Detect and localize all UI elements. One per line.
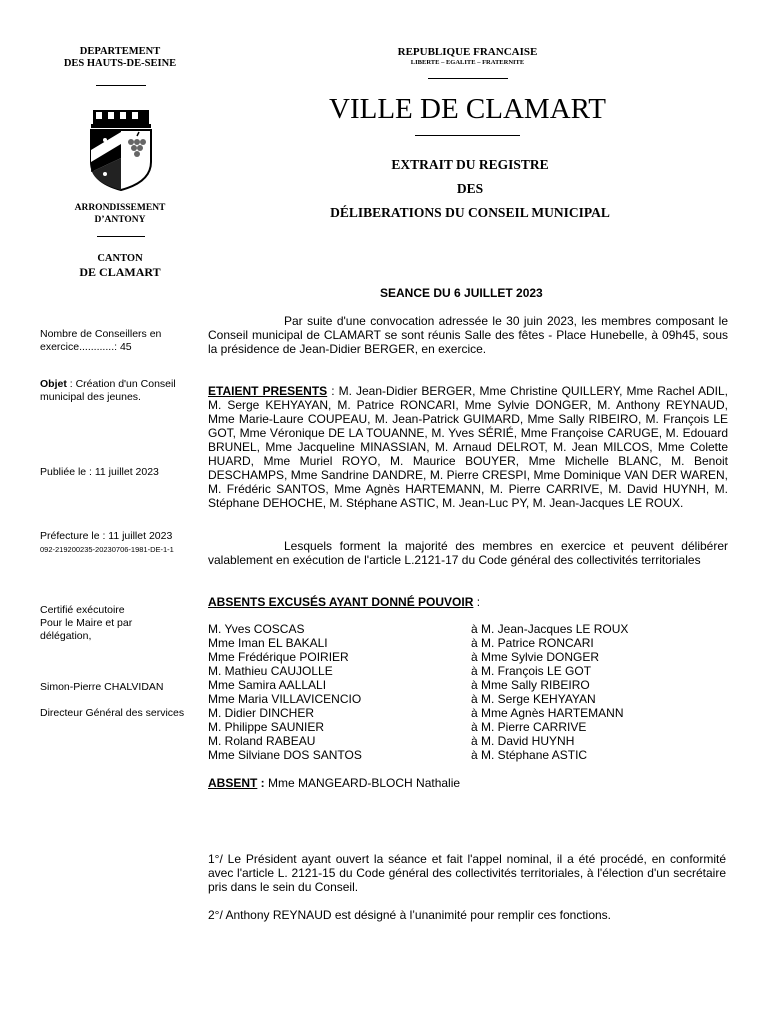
divider-right-1 (428, 78, 508, 79)
presents-label: ETAIENT PRESENTS (208, 384, 328, 398)
extract-line3: DÉLIBERATIONS DU CONSEIL MUNICIPAL (330, 205, 610, 220)
proxy-name: à Mme Sally RIBEIRO (471, 678, 590, 692)
proxy-row (208, 692, 361, 706)
absent-name: M. Yves COSCAS (208, 622, 305, 636)
arrondissement-line1: ARRONDISSEMENT (74, 203, 166, 213)
arrondissement-line2: D’ANTONY (94, 215, 146, 225)
proxy-row (471, 706, 624, 720)
proxy-name: à M. François LE GOT (471, 664, 592, 678)
department-line2: DES HAUTS-DE-SEINE (63, 58, 177, 69)
seance-title: SEANCE DU 6 JUILLET 2023 (380, 286, 543, 300)
proxy-row (208, 622, 304, 636)
absent-label: ABSENT (208, 776, 258, 790)
clamart-coat-of-arms-logo (87, 110, 155, 192)
absents-label: ABSENTS EXCUSÉS AYANT DONNÉ POUVOIR (208, 595, 474, 609)
proxy-name: à M. Pierre CARRIVE (471, 720, 587, 734)
proxy-row (208, 748, 362, 762)
divider-left-2 (97, 236, 145, 237)
objet-text-line1: : Création d'un Conseil (66, 378, 176, 390)
department-heading (30, 46, 210, 70)
proxy-name: à Mme Agnès HARTEMANN (471, 706, 624, 720)
canton-heading (30, 253, 210, 278)
majority-paragraph: Lesquels forment la majorité des membres en exercice et peuvent délibérer valablement en exécution de l'article L.2121-17 du Code général des collectivités territoriales (208, 539, 728, 567)
certification-block (40, 604, 205, 643)
divider-left-1 (96, 85, 146, 86)
prefecture-date: Préfecture le : 11 juillet 2023 (40, 530, 173, 542)
proxy-row (471, 636, 594, 650)
objet-label: Objet (40, 378, 67, 390)
canton-line1: CANTON (97, 253, 143, 264)
intro-paragraph: Par suite d'une convocation adressée le 30 juin 2023, les membres composant le Conseil municipal de CLAMART se sont réunis Salle des fêtes - Place Hunebelle, à 09h45, sous la présidence de Jean-Didier BERGER, en exercice. (208, 314, 728, 356)
proxy-name: à M. Jean-Jacques LE ROUX (471, 622, 629, 636)
proxy-row (208, 650, 349, 664)
department-line1: DEPARTEMENT (79, 46, 161, 57)
proxy-name: à M. David HUYNH (471, 734, 575, 748)
republic-motto: LIBERTE – EGALITE – FRATERNITE (410, 59, 525, 66)
extract-title (270, 153, 670, 225)
proxy-row (208, 734, 315, 748)
proxy-row (208, 636, 328, 650)
absent-name: Mme Silviane DOS SANTOS (208, 748, 362, 762)
certifie-line2: Pour le Maire et par (40, 617, 133, 629)
conseillers-count (40, 328, 210, 354)
presents-paragraph (208, 384, 728, 510)
conseillers-line2: exercice............: 45 (40, 341, 132, 353)
proxy-row (471, 692, 596, 706)
publication-date: Publiée le : 11 juillet 2023 (40, 466, 159, 478)
extract-line1: EXTRAIT DU REGISTRE (391, 157, 549, 172)
proxy-row (471, 622, 628, 636)
proxy-row (208, 706, 314, 720)
proxy-row (471, 734, 574, 748)
absents-heading (208, 595, 480, 609)
signer-title: Directeur Général des services (40, 707, 185, 719)
proxy-row (208, 664, 333, 678)
divider-right-2 (415, 135, 520, 136)
signer-name: Simon-Pierre CHALVIDAN (40, 681, 164, 693)
absent-name: M. Mathieu CAUJOLLE (208, 664, 333, 678)
city-title: VILLE DE CLAMART (329, 93, 606, 125)
proxy-name: à Mme Sylvie DONGER (471, 650, 600, 664)
absent-person: Mme MANGEARD-BLOCH Nathalie (264, 776, 461, 790)
proxy-row (471, 650, 599, 664)
absent-colon: : (257, 776, 265, 790)
absent-name: M. Didier DINCHER (208, 706, 315, 720)
absent-name: M. Philippe SAUNIER (208, 720, 325, 734)
presents-list: : M. Jean-Didier BERGER, Mme Christine QUILLERY, Mme Rachel ADIL, M. Serge KEHYAYAN, M. Patrice RONCARI, Mme Sylvie DONGER, M. Anthony REYNAUD, Mme Marie-Laure COUPEAU, M. Jean-Patrick GUIMARD, Mme Sally RIBEIRO, M. François LE GOT, Mme Véronique DE LA TOUANNE, M. Yves SÉRIÉ, Mme Françoise CARUGE, M. Edouard BRUNEL, Mme Jacqueline MINASSIAN, M. Arnaud DELROT, M. Jean MILCOS, Mme Colette HUARD, Mme Muriel ROYO, M. Maurice BOUYER, Mme Michelle BLANC, M. Benoit DESCHAMPS, Mme Sandrine DANDRE, M. Pierre CRESPI, Mme Dominique VAN DER WAREN, M. Frédéric SANTOS, Mme Agnès HARTEMANN, M. Pierre CARRIVE, M. David HUYNH, M. Stéphane DEHOCHE, M. Stéphane ASTIC, M. Jean-Luc PY, M. Jean-Jacques LE ROUX. (208, 384, 729, 510)
absent-name: M. Roland RABEAU (208, 734, 316, 748)
objet-text-line2: municipal des jeunes. (40, 391, 141, 403)
proxy-row (208, 678, 326, 692)
proxy-row (471, 748, 587, 762)
extract-line2: DES (456, 181, 484, 196)
proxy-row (471, 678, 590, 692)
proxy-name: à M. Serge KEHYAYAN (471, 692, 596, 706)
conseillers-line1: Nombre de Conseillers en (40, 328, 162, 340)
proxy-row (208, 720, 324, 734)
republic-heading: REPUBLIQUE FRANCAISE (397, 46, 538, 58)
absent-name: Mme Frédérique POIRIER (208, 650, 349, 664)
absents-colon: : (473, 595, 481, 609)
point1-paragraph: 1°/ Le Président ayant ouvert la séance et fait l'appel nominal, il a été procédé, en conformité avec l'article L. 2121-15 du Code général des collectivités territoriales, à l'élection d'un secrétaire pris dans le sein du Conseil. (208, 852, 726, 894)
canton-line2: DE CLAMART (79, 265, 161, 279)
proxy-name: à M. Patrice RONCARI (471, 636, 594, 650)
certifie-line3: délégation, (40, 630, 92, 642)
absent-name: Mme Iman EL BAKALI (208, 636, 328, 650)
point2-paragraph: 2°/ Anthony REYNAUD est désigné à l’unanimité pour remplir ces fonctions. (208, 908, 611, 922)
absent-name: Mme Samira AALLALI (208, 678, 327, 692)
prefecture-reference: 092-219200235-20230706-1981-DE-1-1 (40, 545, 174, 554)
arrondissement-heading (30, 202, 210, 226)
certifie-line1: Certifié exécutoire (40, 604, 125, 616)
objet-block (40, 378, 205, 404)
proxy-name: à M. Stéphane ASTIC (471, 748, 588, 762)
proxy-row (471, 720, 586, 734)
absent-name: Mme Maria VILLAVICENCIO (208, 692, 362, 706)
absent-line (208, 776, 460, 790)
proxy-row (471, 664, 591, 678)
